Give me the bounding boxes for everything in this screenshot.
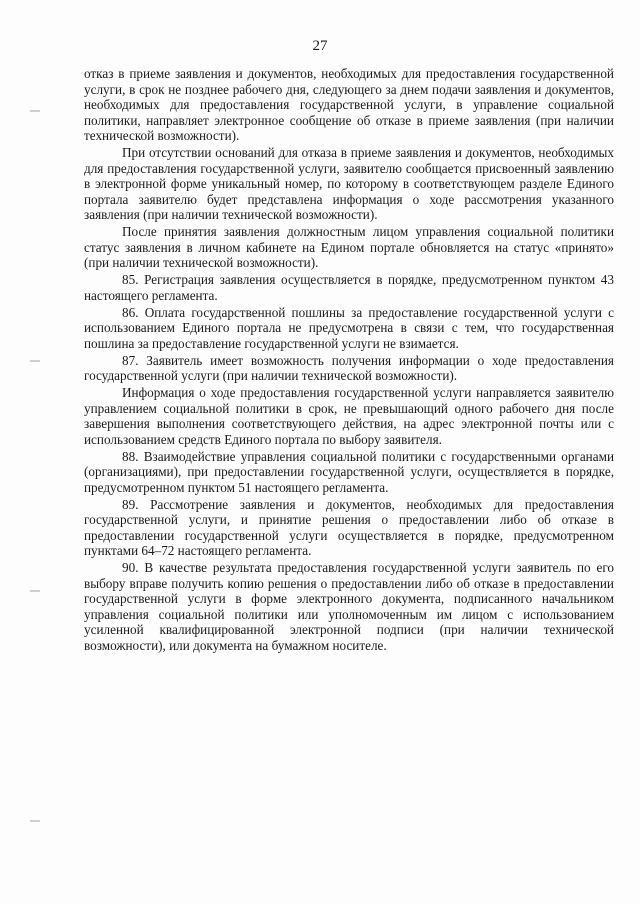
paragraph-no-grounds-for-refusal: При отсутствии оснований для отказа в приеме заявления и документов, необходимых для предоставления государственной услуги, заявителю сообщается присвоенный заявлению в электронной форме уникальный номер, по которому в соответствующем разделе Единого портала заявителю будет представлена информация о ходе рассмотрения указанного заявления (при наличии технической возможности). [84, 145, 614, 222]
paragraph-85: 85. Регистрация заявления осуществляется в порядке, предусмотренном пунктом 43 настоящего регламента. [84, 272, 614, 303]
scan-artifact [30, 820, 40, 822]
paragraph-87: 87. Заявитель имеет возможность получения информации о ходе предоставления государственной услуги (при наличии технической возможности). [84, 352, 614, 383]
scan-artifact [30, 360, 40, 362]
paragraph-status-accepted: После принятия заявления должностным лицом управления социальной политики статус заявления в личном кабинете на Едином портале обновляется на статус «принято» (при наличии технической возможности). [84, 224, 614, 270]
paragraph-progress-info: Информация о ходе предоставления государственной услуги направляется заявителю управлением социальной политики в срок, не превышающий одного рабочего дня после завершения выполнения соответствующего действия, на адрес электронной почты или с использованием средств Единого портала по выбору заявителя. [84, 385, 614, 447]
paragraph-90: 90. В качестве результата предоставления государственной услуги заявитель по его выбору вправе получить копию решения о предоставлении либо об отказе в предоставлении государственной услуги в форме электронного документа, подписанного начальником управления социальной политики или уполномоченным им лицом с использованием усиленной квалифицированной электронной подписи (при наличии технической возможности), или документа на бумажном носителе. [84, 560, 614, 653]
scan-artifact [30, 590, 40, 592]
paragraph-86: 86. Оплата государственной пошлины за предоставление государственной услуги с использованием Единого портала не предусмотрена в связи с тем, что государственная пошлина за предоставление государственной услуги не взимается. [84, 304, 614, 351]
paragraph-88: 88. Взаимодействие управления социальной политики с государственными органами (организациями), при предоставлении государственной услуги, осуществляется в порядке, предусмотренном пунктом 51 настоящего регламента. [84, 448, 614, 495]
document-body [84, 66, 614, 655]
paragraph-89: 89. Рассмотрение заявления и документов, необходимых для предоставления государственной услуги, и принятие решения о предоставлении либо об отказе в предоставлении государственной услуги осуществляется в порядке, предусмотренном пунктами 64–72 настоящего регламента. [84, 496, 614, 558]
page-number: 27 [312, 38, 328, 54]
paragraph-continuation: отказ в приеме заявления и документов, необходимых для предоставления государственной услуги, в срок не позднее рабочего дня, следующего за днем подачи заявления и документов, необходимых для предоставления государственной услуги, в управление социальной политики, направляет электронное сообщение об отказе в приеме заявления (при наличии технической возможности). [84, 66, 614, 143]
scan-artifact [30, 110, 40, 112]
